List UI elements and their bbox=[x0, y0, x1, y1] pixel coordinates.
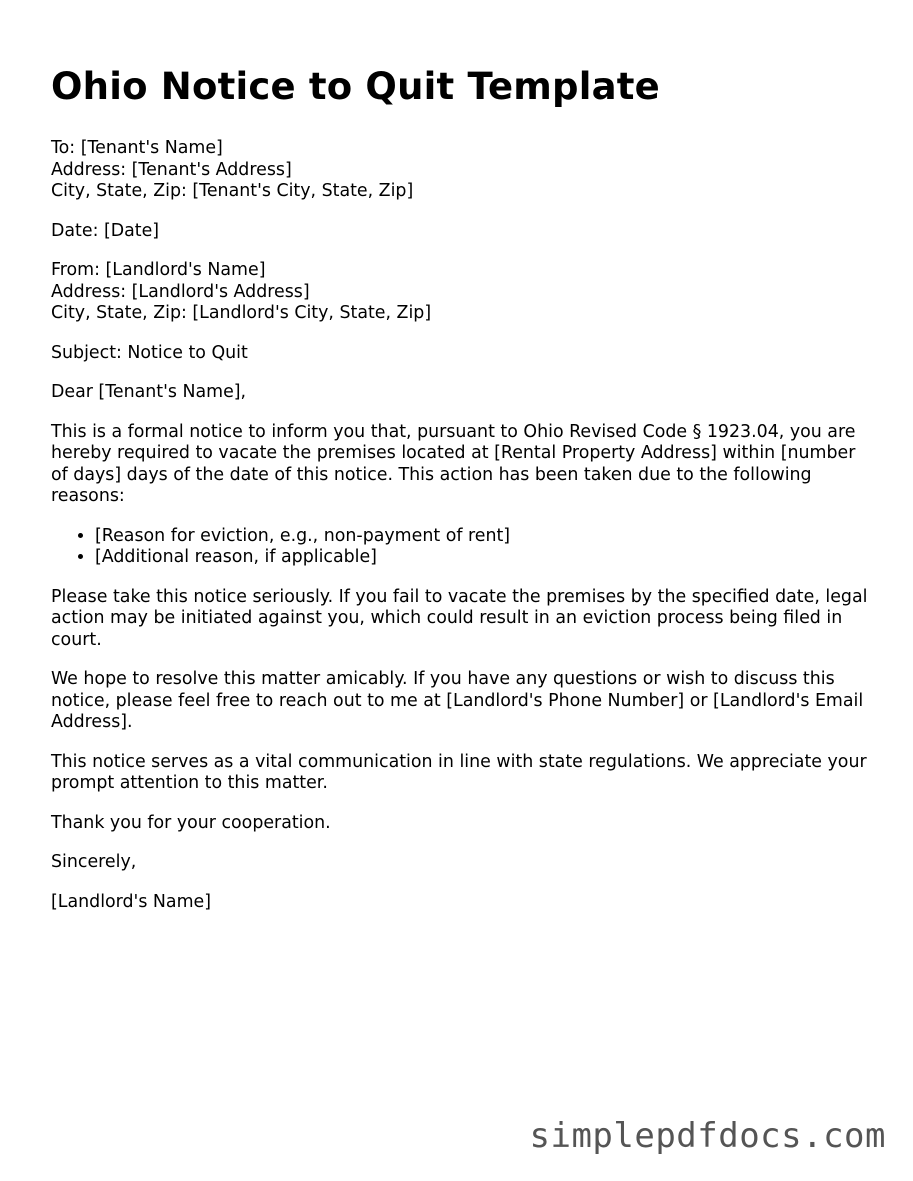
document-title: Ohio Notice to Quit Template bbox=[51, 65, 660, 108]
closing-line: Sincerely, bbox=[51, 852, 137, 872]
notice-paragraph: This is a formal notice to inform you that, pursuant to Ohio Revised Code § 1923.04, you are hereby required to vacate the premises located at [Rental Property Address] within [number of days] days of the date of this notice. This action has been taken due to the following reasons: bbox=[51, 421, 856, 506]
date-line: Date: [Date] bbox=[51, 220, 160, 241]
regulation-paragraph: This notice serves as a vital communication in line with state regulations. We appreciate your prompt attention to this matter. bbox=[51, 751, 867, 793]
subject-line: Subject: Notice to Quit bbox=[51, 342, 248, 363]
recipient-address: Address: [Tenant's Address] bbox=[51, 159, 292, 180]
signature-line: [Landlord's Name] bbox=[51, 891, 212, 912]
sender-city: City, State, Zip: [Landlord's City, State, Zip] bbox=[51, 303, 432, 323]
sender-address: Address: [Landlord's Address] bbox=[51, 281, 310, 302]
sender-block bbox=[51, 260, 871, 325]
document-page bbox=[51, 66, 871, 931]
reasons-list bbox=[51, 526, 871, 569]
salutation: Dear [Tenant's Name], bbox=[51, 382, 247, 402]
warning-paragraph: Please take this notice seriously. If you fail to vacate the premises by the specified date, legal action may be initiated against you, which could result in an eviction process being filed in court. bbox=[51, 586, 868, 650]
recipient-city: City, State, Zip: [Tenant's City, State, Zip] bbox=[51, 181, 414, 201]
recipient-block bbox=[51, 138, 871, 203]
recipient-name: To: [Tenant's Name] bbox=[51, 138, 223, 158]
sender-name: From: [Landlord's Name] bbox=[51, 260, 266, 280]
site-watermark: simplepdfdocs.com bbox=[529, 1116, 886, 1156]
list-item: • [Additional reason, if applicable] bbox=[95, 547, 871, 569]
thanks-line: Thank you for your cooperation. bbox=[51, 812, 331, 833]
list-item: • [Reason for eviction, e.g., non-payment of rent] bbox=[95, 526, 871, 548]
contact-paragraph: We hope to resolve this matter amicably. If you have any questions or wish to discuss this notice, please feel free to reach out to me at [Landlord's Phone Number] or [Landlord's Email Address]. bbox=[51, 669, 864, 732]
